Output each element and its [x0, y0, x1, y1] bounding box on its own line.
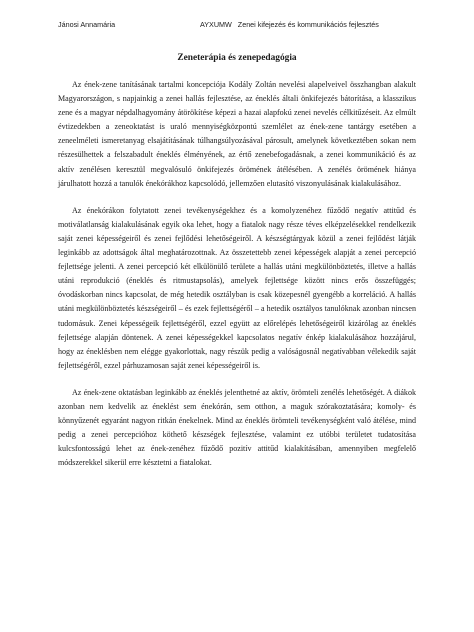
document-body: [58, 78, 416, 470]
course-title: AYXUMW Zenei kifejezés és kommunikációs fejlesztés: [200, 20, 379, 29]
paragraph: Az ének-zene oktatásban leginkább az éneklés jelenthetné az aktív, örömteli zenélés lehetőségét. A diákok azonban nem kedvelik az éneklést sem énekórán, sem otthon, a maguk szórakoztatására; komoly- és könnyűzenét egyaránt nagyon ritkán énekelnek. Mind az éneklés örömteli tevékenységként való átélése, mind pedig a zenei percepcióhoz köthető készségek fejlesztése, valamint ez utóbbi területet tudatosítása kulcsfontosságú lehet az ének-zenéhez fűződő pozitív attitűd kialakításában, amennyiben megfelelő módszerekkel sikerül erre késztetni a fiatalokat.: [58, 387, 416, 468]
paragraph: Az ének-zene tanításának tartalmi koncepciója Kodály Zoltán nevelési alapelveivel összhangban alakult Magyarországon, s napjainkig a zenei hallás fejlesztése, az éneklés általi önkifejezés bátorítása, a klasszikus zene és a magyar népdalhagyomány átörökítése képezi a hazai alapfokú zenei nevelés célkitűzéseit. Az elmúlt évtizedekben a zeneoktatást is uraló mennyiségközpontú szemlélet az ének-zene tantárgy esetében a zeneelméleti ismeretanyag elsajátításának túlhangsúlyozásával párosult, amelynek következtében sokan nem részesülhettek a felszabadult éneklés élményének, az értő zenebefogadásnak, a zenei kommunikáció és az aktív zenélésen keresztül megvalósuló önkifejezés örömének átélésében. A zenélés örömének hiánya járulhatott hozzá a tanulók énekórákhoz kapcsolódó, jellemzően elutasító viszonyulásának kialakulásához.: [58, 80, 416, 188]
paragraph: Az énekórákon folytatott zenei tevékenységekhez és a komolyzenéhez fűződő negatív attitűd és motiválatlanság kialakulásának egyik oka lehet, hogy a fiatalok nagy része téves elképzelésekkel rendelkezik saját zenei képességeiről és zenei fejlődési lehetőségeiről. A készségtárgyak közül a zenei fejlődést látják leginkább az adottságok által meghatározottnak. Az összetettebb zenei képességek alapját a zenei percepció fejlettsége jelenti. A zenei percepció két elkülönülő területe a hallás utáni megkülönböztetés, illetve a hallás utáni reprodukció (éneklés és ritmustapsolás), amelyek fejlettsége között nincs erős összefüggés; óvodáskorban nincs kapcsolat, de még hetedik osztályban is csak közepesnél gyengébb a korreláció. A hallás utáni megkülönböztetés készségeiről – és ezek fejlettségéről – a hetedik osztályos tanulóknak azonban nincsen tudomásuk. Zenei képességeik fejlettségéről, ezzel együtt az előrelépés lehetőségeiről kizárólag az éneklés fejlettsége alapján döntenek. A zenei képességekkel kapcsolatos negatív énkép kialakulásához hozzájárul, hogy az éneklésben nem elégge gyakorlottak, nagy részük pedig a valóságosnál negatívabban vélekedik saját fejlettségéről, ezzel párhuzamosan saját zenei képességeiről is.: [58, 205, 416, 370]
document-title: Zeneterápia és zenepedagógia: [177, 53, 297, 63]
author-name: Jánosi Annamária: [58, 20, 116, 29]
